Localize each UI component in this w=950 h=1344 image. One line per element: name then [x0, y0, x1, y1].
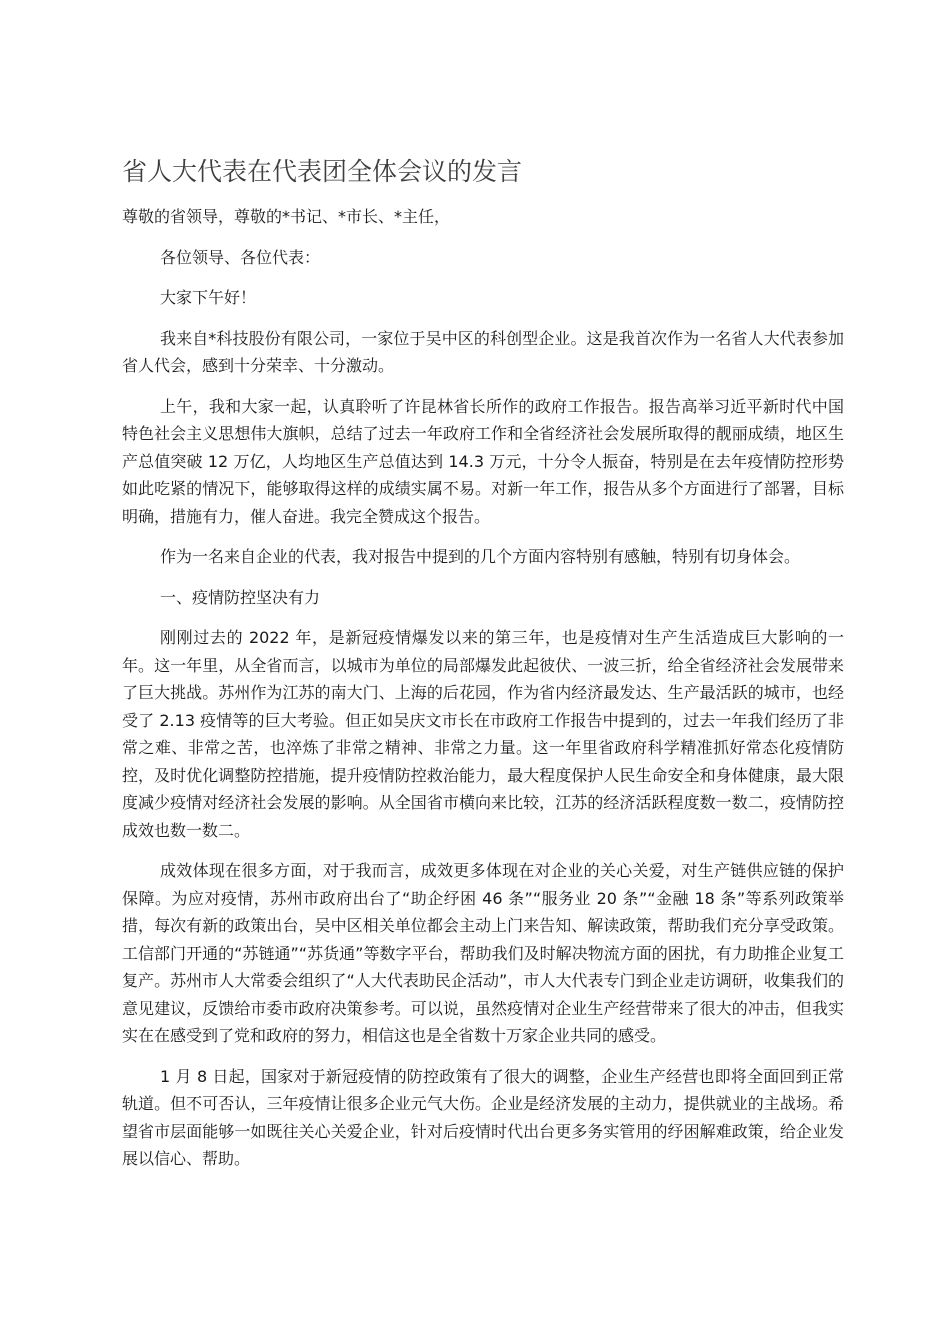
paragraph-enterprise-view: 作为一名来自企业的代表，我对报告中提到的几个方面内容特别有感触，特别有切身体会。 — [160, 547, 801, 566]
paragraph-2022-review: 刚刚过去的 2022 年，是新冠疫情爆发以来的第三年，也是疫情对生产生活造成巨大影响的一年。这一年里，从全省而言，以城市为单位的局部爆发此起彼伏、一波三折，给全省经济社会发展带来了巨大挑战。苏州作为江苏的南大门、上海的后花园，作为省内经济最发达、生产最活跃的城市，也经受了 2.13 疫情等的巨大考验。但正如吴庆文市长在市政府工作报告中提到的，过去一年我们经历了非常之难、非常之苦，也淬炼了非常之精神、非常之力量。这一年里省政府科学精准抓好常态化疫情防控，及时优化调整防控措施，提升疫情防控救治能力，最大程度保护人民生命安全和身体健康，最大限度减少疫情对经济社会发展的影响。从全国省市横向来比较，江苏的经济活跃程度数一数二，疫情防控成效也数一数二。 — [122, 628, 844, 840]
salutation: 尊敬的省领导，尊敬的*书记、*市长、*主任， — [122, 207, 451, 226]
paragraph-effects: 成效体现在很多方面，对于我而言，成效更多体现在对企业的关心关爱，对生产链供应链的保护保障。为应对疫情，苏州市政府出台了“助企纾困 46 条”“服务业 20 条”“金融 18 条”等系列政策举措，每次有新的政策出台，吴中区相关单位都会主动上门来告知、解读政策，帮助我们充分享受政策。工信部门开通的“苏链通”“苏货通”等数字平台，帮助我们及时解决物流方面的困扰，有力助推企业复工复产。苏州市人大常委会组织了“人大代表助民企活动”，市人大代表专门到企业走访调研，收集我们的意见建议，反馈给市委市政府决策参考。可以说，虽然疫情对企业生产经营带来了很大的冲击，但我实实在在感受到了党和政府的努力，相信这也是全省数十万家企业共同的感受。 — [122, 861, 844, 1045]
paragraph-greeting-audience: 各位领导、各位代表： — [160, 247, 321, 267]
document-title: 省人大代表在代表团全体会议的发言 — [122, 157, 523, 186]
section-heading-1: 一、疫情防控坚决有力 — [160, 587, 321, 607]
paragraph-report-review: 上午，我和大家一起，认真聆听了许昆林省长所作的政府工作报告。报告高举习近平新时代中国特色社会主义思想伟大旗帜，总结了过去一年政府工作和全省经济社会发展所取得的靓丽成绩，地区生产总值突破 12 万亿，人均地区生产总值达到 14.3 万元，十分令人振奋，特别是在去年疫情防控形势如此吃紧的情况下，能够取得这样的成绩实属不易。对新一年工作，报告从多个方面进行了部署，目标明确，措施有力，催人奋进。我完全赞成这个报告。 — [122, 396, 844, 526]
paragraph-good-afternoon: 大家下午好！ — [160, 288, 257, 307]
document-body — [122, 203, 844, 1186]
paragraph-policy-adjustment: 1 月 8 日起，国家对于新冠疫情的防控政策有了很大的调整，企业生产经营也即将全面回到正常轨道。但不可否认，三年疫情让很多企业元气大伤。企业是经济发展的主动力，提供就业的主战场。希望省市层面能够一如既往关心关爱企业，针对后疫情时代出台更多务实管用的纾困解难政策，给企业发展以信心、帮助。 — [122, 1066, 844, 1168]
paragraph-self-intro: 我来自*科技股份有限公司，一家位于吴中区的科创型企业。这是我首次作为一名省人大代表参加省人代会，感到十分荣幸、十分激动。 — [122, 328, 844, 375]
